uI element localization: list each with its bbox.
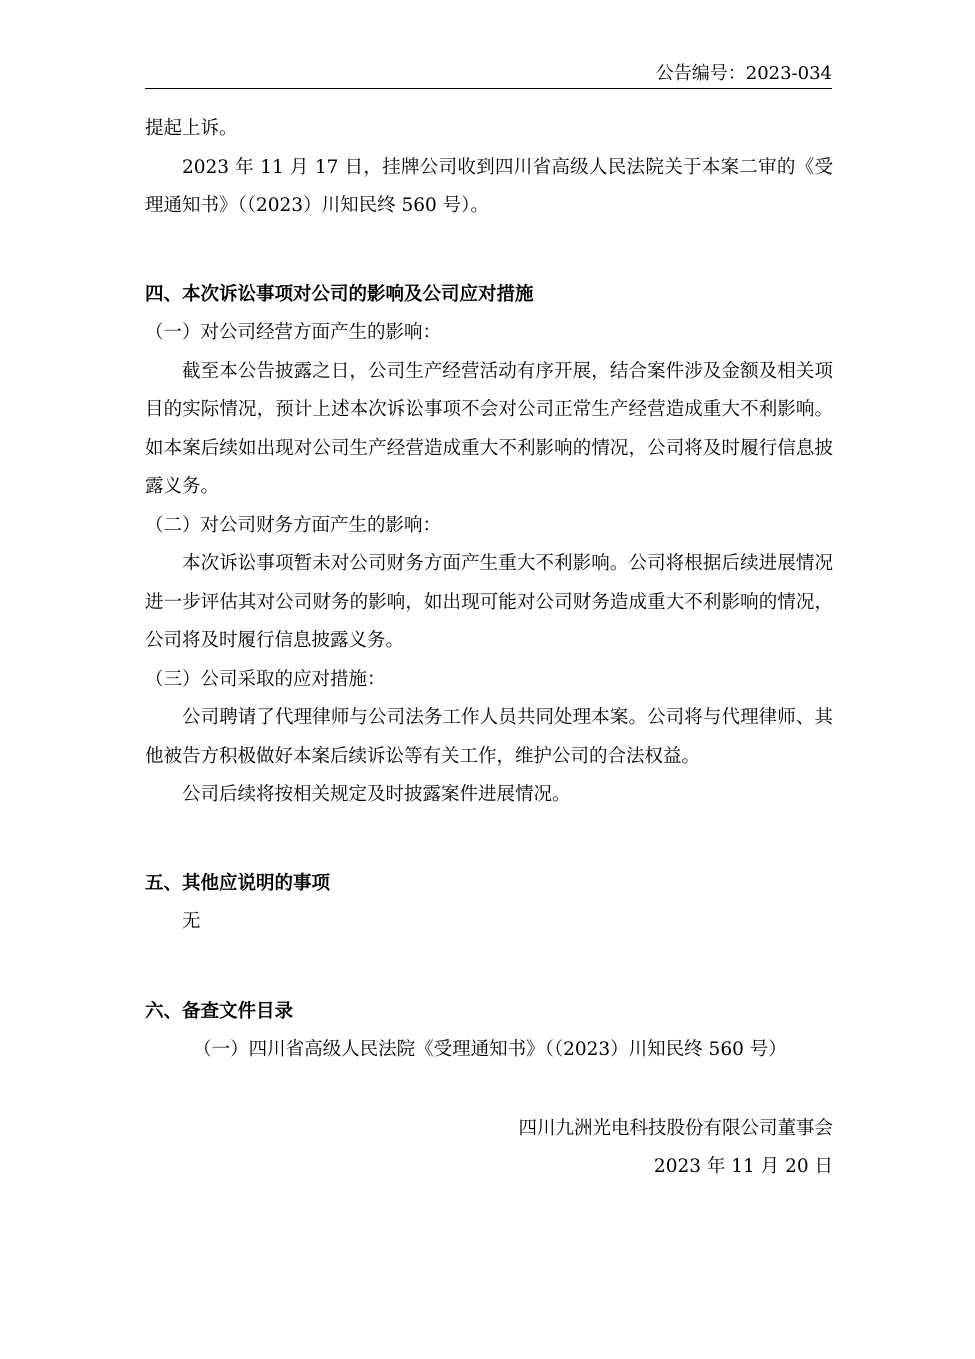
section-4-sub2-title: （二）对公司财务方面产生的影响： — [145, 514, 442, 536]
spacer — [145, 942, 833, 993]
signature-company: 四川九洲光电科技股份有限公司董事会 — [518, 1117, 833, 1139]
spacer — [145, 226, 833, 276]
section-4-sub3-title: （三）公司采取的应对措施： — [145, 668, 386, 690]
section-4-sub1-text: 截至本公告披露之日，公司生产经营活动有序开展，结合案件涉及金额及相关项目的实际情况，预计上述本次诉讼事项不会对公司正常生产经营造成重大不利影响。如本案后续如出现对公司生产经营造成重大不利影响的情况，公司将及时履行信息披露义务。 — [145, 360, 833, 497]
paragraph-notice-received: 2023 年 11 月 17 日，挂牌公司收到四川省高级人民法院关于本案二审的《受理通知书》（（2023）川知民终 560 号）。 — [145, 156, 833, 216]
document-body — [145, 110, 833, 1187]
section-4-title: 四、本次诉讼事项对公司的影响及公司应对措施 — [145, 283, 534, 305]
section-4-sub2-text: 本次诉讼事项暂未对公司财务方面产生重大不利影响。公司将根据后续进展情况进一步评估其对公司财务的影响，如出现可能对公司财务造成重大不利影响的情况，公司将及时履行信息披露义务。 — [145, 553, 833, 651]
signature-date: 2023 年 11 月 20 日 — [653, 1156, 833, 1177]
paragraph-appeal: 提起上诉。 — [145, 118, 238, 139]
announcement-number: 公告编号：2023-034 — [655, 63, 832, 84]
section-6-item1: （一）四川省高级人民法院《受理通知书》（（2023）川知民终 560 号） — [193, 1039, 787, 1060]
section-4-sub1-title: （一）对公司经营方面产生的影响： — [145, 322, 442, 343]
section-6-title: 六、备查文件目录 — [145, 1000, 294, 1022]
section-5-text: 无 — [182, 911, 201, 932]
section-4-sub3-text1: 公司聘请了代理律师与公司法务工作人员共同处理本案。公司将与代理律师、其他被告方积极做好本案后续诉讼等有关工作，维护公司的合法权益。 — [145, 707, 833, 767]
spacer — [145, 815, 833, 865]
spacer — [145, 1070, 833, 1110]
section-5-title: 五、其他应说明的事项 — [145, 872, 331, 894]
header-divider — [145, 88, 832, 89]
section-4-sub3-text2: 公司后续将按相关规定及时披露案件进展情况。 — [182, 784, 571, 805]
